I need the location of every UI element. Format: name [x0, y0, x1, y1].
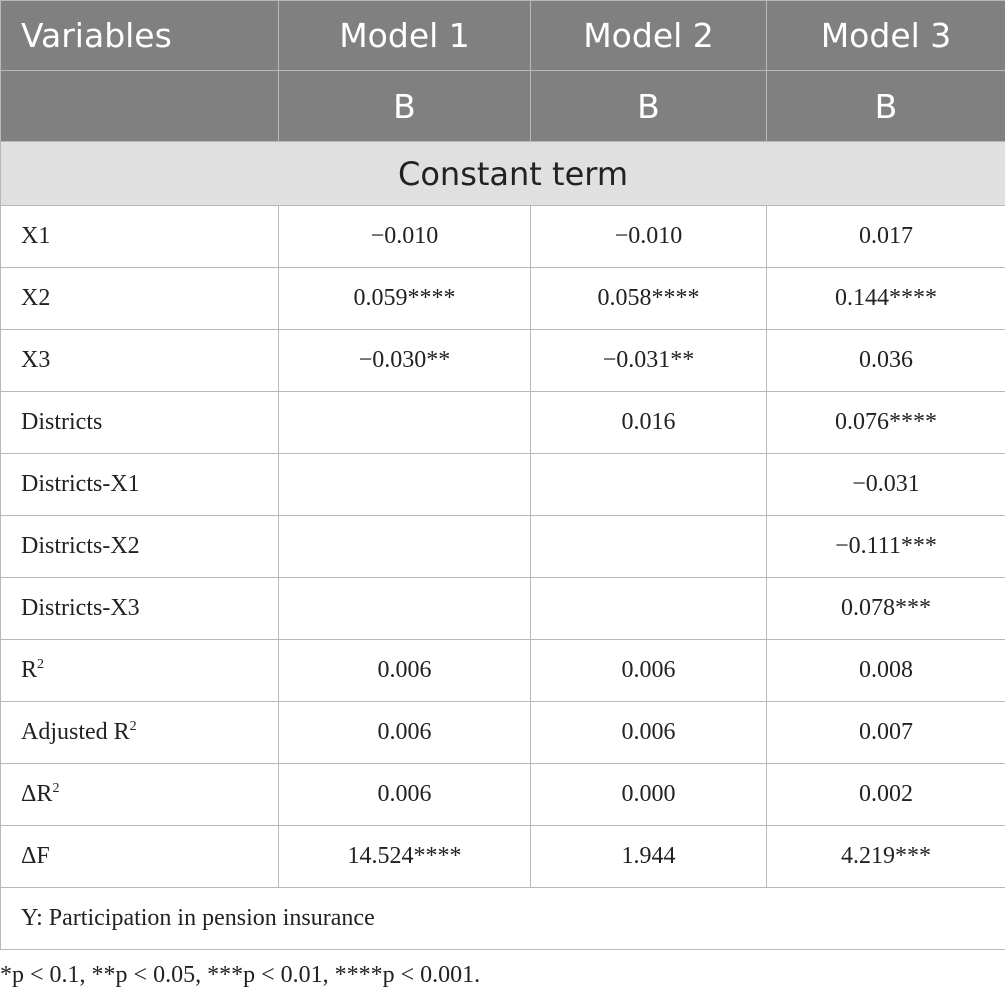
subheader-model-2: B [531, 71, 767, 142]
cell-model-2 [531, 578, 767, 640]
cell-model-1 [279, 578, 531, 640]
table-row [1, 268, 1005, 330]
cell-model-1 [279, 454, 531, 516]
section-row [1, 142, 1005, 206]
row-label-superscript: 2 [52, 781, 60, 796]
header-variables: Variables [1, 1, 279, 71]
cell-model-2: 0.006 [531, 640, 767, 702]
cell-model-1: 0.059**** [279, 268, 531, 330]
cell-model-2: 0.000 [531, 764, 767, 826]
section-label: Constant term [1, 142, 1005, 206]
cell-model-1: 0.006 [279, 640, 531, 702]
row-label [1, 268, 279, 330]
row-label-text: Districts-X3 [21, 595, 140, 621]
table-row [1, 330, 1005, 392]
table-row [1, 454, 1005, 516]
header-model-1: Model 1 [279, 1, 531, 71]
cell-model-3: 0.076**** [767, 392, 1005, 454]
subheader-empty [1, 71, 279, 142]
table-row [1, 206, 1005, 268]
row-label-text: Adjusted R [21, 719, 130, 745]
cell-model-1: −0.030** [279, 330, 531, 392]
cell-model-3: 0.008 [767, 640, 1005, 702]
cell-model-2: −0.010 [531, 206, 767, 268]
header-model-2: Model 2 [531, 1, 767, 71]
cell-model-3: −0.031 [767, 454, 1005, 516]
header-model-3: Model 3 [767, 1, 1005, 71]
row-label-text: Districts [21, 409, 103, 435]
cell-model-3: 0.007 [767, 702, 1005, 764]
header-row [1, 1, 1005, 71]
table-row [1, 764, 1005, 826]
footer-row [1, 888, 1005, 950]
table-row [1, 702, 1005, 764]
cell-model-1: 14.524**** [279, 826, 531, 888]
subheader-row [1, 71, 1005, 142]
cell-model-3: 0.036 [767, 330, 1005, 392]
cell-model-2 [531, 454, 767, 516]
table-row [1, 640, 1005, 702]
cell-model-1: 0.006 [279, 702, 531, 764]
table-row [1, 392, 1005, 454]
cell-model-3: 0.002 [767, 764, 1005, 826]
row-label-text: X2 [21, 285, 51, 311]
row-label [1, 702, 279, 764]
row-label [1, 392, 279, 454]
cell-model-2 [531, 516, 767, 578]
table-row [1, 516, 1005, 578]
row-label-superscript: 2 [129, 719, 137, 734]
cell-model-3: 0.078*** [767, 578, 1005, 640]
row-label-text: ΔF [21, 843, 50, 869]
cell-model-3: −0.111*** [767, 516, 1005, 578]
significance-note: *p < 0.1, **p < 0.05, ***p < 0.01, ****p < 0.001. [0, 962, 481, 988]
row-label [1, 640, 279, 702]
row-label [1, 454, 279, 516]
cell-model-2: 0.006 [531, 702, 767, 764]
row-label-text: ΔR [21, 781, 53, 807]
row-label-text: X3 [21, 347, 51, 373]
cell-model-2: 1.944 [531, 826, 767, 888]
table-row [1, 578, 1005, 640]
row-label [1, 826, 279, 888]
row-label-text: Districts-X2 [21, 533, 140, 559]
cell-model-1 [279, 392, 531, 454]
cell-model-1: −0.010 [279, 206, 531, 268]
cell-model-1: 0.006 [279, 764, 531, 826]
row-label [1, 330, 279, 392]
row-label [1, 516, 279, 578]
row-label-text: X1 [21, 223, 51, 249]
row-label [1, 578, 279, 640]
cell-model-3: 4.219*** [767, 826, 1005, 888]
row-label [1, 206, 279, 268]
row-label-text: R [21, 657, 38, 683]
row-label-text: Districts-X1 [21, 471, 140, 497]
cell-model-2: 0.058**** [531, 268, 767, 330]
cell-model-2: −0.031** [531, 330, 767, 392]
subheader-model-1: B [279, 71, 531, 142]
cell-model-1 [279, 516, 531, 578]
footer-dependent-variable: Y: Participation in pension insurance [1, 888, 1005, 950]
row-label-superscript: 2 [37, 657, 45, 672]
row-label [1, 764, 279, 826]
table-row [1, 826, 1005, 888]
subheader-model-3: B [767, 71, 1005, 142]
cell-model-3: 0.144**** [767, 268, 1005, 330]
cell-model-2: 0.016 [531, 392, 767, 454]
cell-model-3: 0.017 [767, 206, 1005, 268]
